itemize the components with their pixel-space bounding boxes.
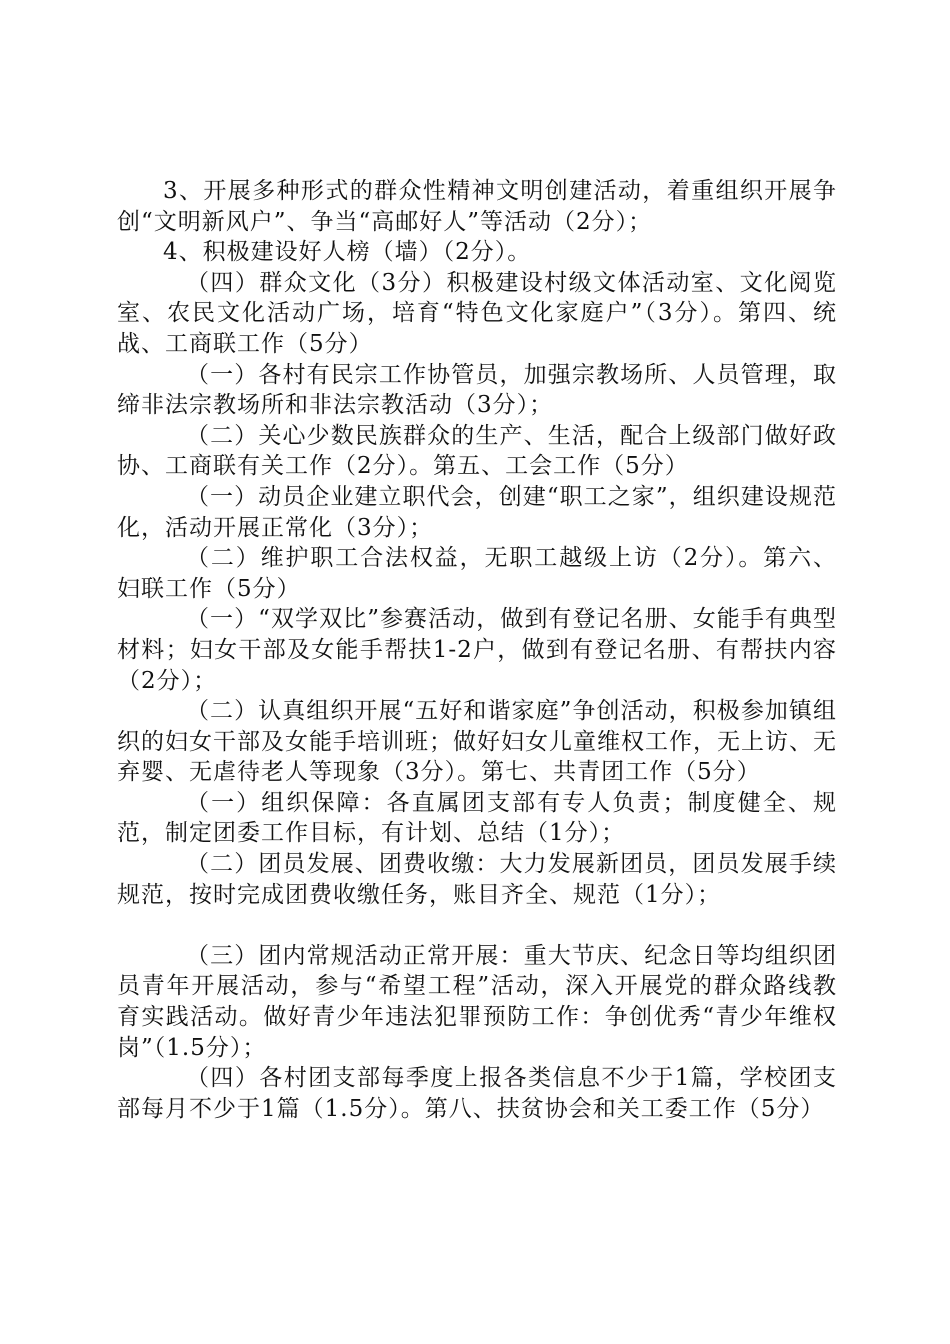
- paragraph-gap: [117, 910, 837, 941]
- paragraph-harmonious-family: （二）认真组织开展“五好和谐家庭”争创活动，积极参加镇组织的妇女干部及女能手培训班；做好妇女儿童维权工作，无上访、无弃婴、无虐待老人等现象（3分）。第七、共青团工作（5分）: [117, 698, 837, 786]
- paragraph-workers-congress: （一）动员企业建立职代会，创建“职工之家”，组织建设规范化，活动开展正常化（3分）；: [117, 483, 837, 541]
- paragraph-good-people-wall: 4、积极建设好人榜（墙）（2分）。: [163, 239, 532, 266]
- paragraph-workers-rights: （二）维护职工合法权益，无职工越级上访（2分）。第六、妇联工作（5分）: [117, 545, 837, 602]
- paragraph-regular-activities: （三）团内常规活动正常开展：重大节庆、纪念日等均组织团员青年开展活动，参与“希望工程”活动，深入开展党的群众路线教育实践活动。做好青少年违法犯罪预防工作：争创优秀“青少年维权岗”（1.5分）；: [117, 942, 837, 1061]
- paragraph-civilization-activities: 3、开展多种形式的群众性精神文明创建活动，着重组织开展争创“文明新风户”、争当“高邮好人”等活动（2分）；: [117, 178, 837, 235]
- paragraph-information-reporting: （四）各村团支部每季度上报各类信息不少于1篇，学校团支部每月不少于1篇（1.5分）。第八、扶贫协会和关工委工作（5分）: [117, 1065, 837, 1122]
- paragraph-organization-guarantee: （一）组织保障：各直属团支部有专人负责；制度健全、规范，制定团委工作目标，有计划、总结（1分）；: [117, 789, 837, 847]
- paragraph-religious-affairs: （一）各村有民宗工作协管员，加强宗教场所、人员管理，取缔非法宗教场所和非法宗教活动（3分）；: [117, 361, 837, 419]
- paragraph-mass-culture: （四）群众文化（3分）积极建设村级文体活动室、文化阅览室、农民文化活动广场，培育“特色文化家庭户”（3分）。第四、统战、工商联工作（5分）: [117, 269, 837, 357]
- paragraph-ethnic-minorities: （二）关心少数民族群众的生产、生活，配合上级部门做好政协、工商联有关工作（2分）。第五、工会工作（5分）: [117, 422, 837, 480]
- paragraph-double-learning: （一）“双学双比”参赛活动，做到有登记名册、女能手有典型材料；妇女干部及女能手帮扶1-2户，做到有登记名册、有帮扶内容（2分）；: [117, 606, 837, 694]
- paragraph-member-development: （二）团员发展、团费收缴：大力发展新团员，团员发展手续规范，按时完成团费收缴任务，账目齐全、规范（1分）；: [117, 851, 837, 908]
- document-body: [117, 176, 837, 1124]
